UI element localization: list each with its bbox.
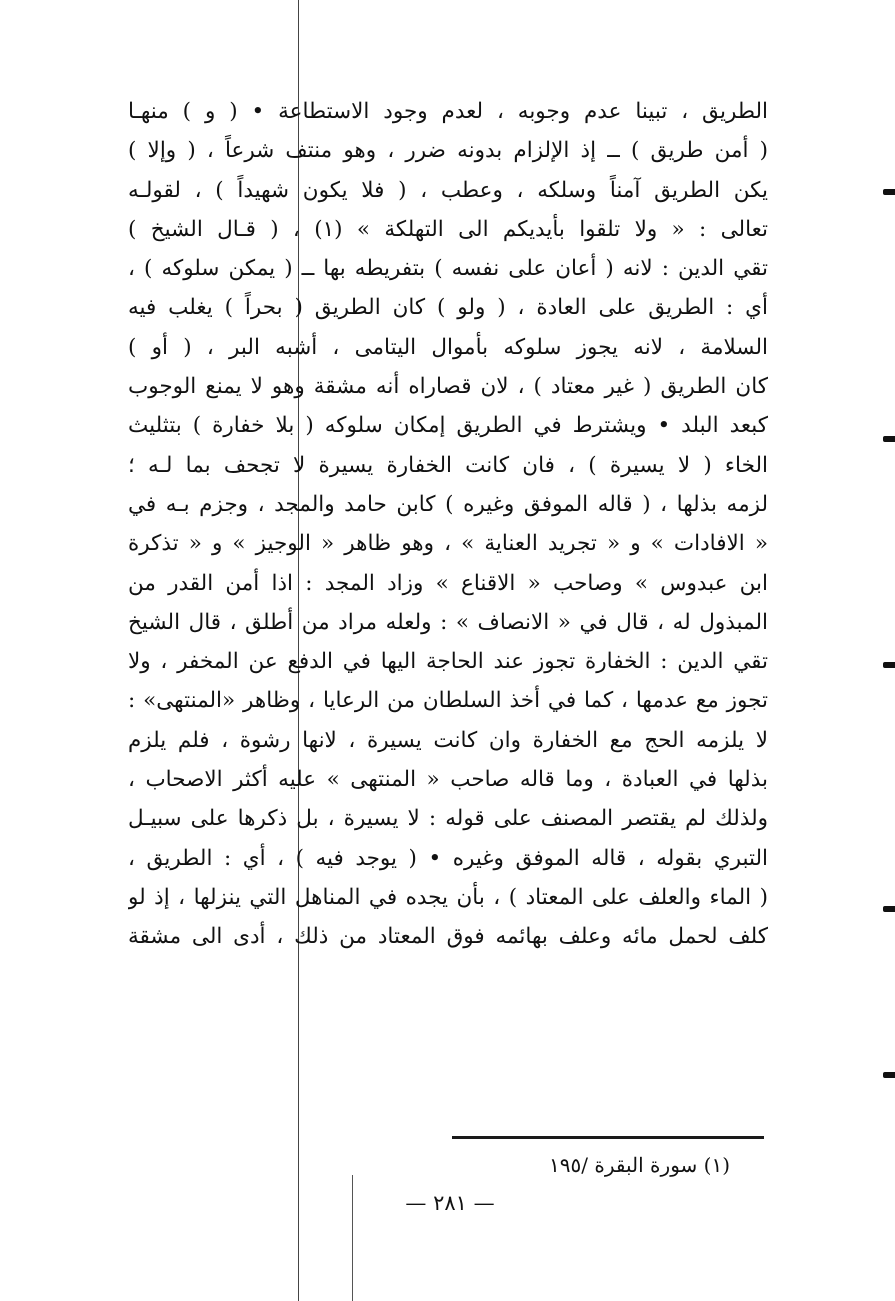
text-line: « الافادات » و « تجريد العناية » ، وهو ظاهر « الوجيز » و « تذكرة [128,531,768,557]
edge-mark [883,662,895,668]
body-text [128,92,768,957]
text-line: تعالى : « ولا تلقوا بأيديكم الى التهلكة » (١) ، ( قـال الشيخ ) [128,216,768,242]
text-line: ( الماء والعلف على المعتاد ) ، بأن يجده في المناهل التي ينزلها ، إذ لو [128,884,768,910]
edge-mark [883,906,895,912]
page-number: — ٢٨١ — [405,1191,495,1215]
text-line: الخاء ( لا يسيرة ) ، فان كانت الخفارة يسيرة لا تجحف بما لـه ؛ [128,452,768,478]
edge-mark [883,189,895,195]
text-line: بذلها في العبادة ، وما قاله صاحب « المنتهى » عليه أكثر الاصحاب ، [128,767,768,793]
text-line: ابن عبدوس » وصاحب « الاقناع » وزاد المجد : اذا أمن القدر من [128,570,768,596]
text-line: تجوز مع عدمها ، كما في أخذ السلطان من الرعايا ، وظاهر «المنتهى» : [128,688,768,714]
scan-artifact-lower-line [352,1175,353,1301]
text-line: تقي الدين : الخفارة تجوز عند الحاجة اليها في الدفع عن المخفر ، ولا [128,649,768,675]
text-line: تقي الدين : لانه ( أعان على نفسه ) بتفريطه بها ــ ( يمكن سلوكه ) ، [128,256,768,282]
text-line: التبري بقوله ، قاله الموفق وغيره • ( يوجد فيه ) ، أي : الطريق ، [128,845,768,871]
edge-mark [883,436,895,442]
text-line: ولذلك لم يقتصر المصنف على قوله : لا يسيرة ، بل ذكرها على سبيـل [128,806,768,832]
text-line: ( أمن طريق ) ــ إذ الإلزام بدونه ضرر ، وهو منتف شرعاً ، ( وإلا ) [128,138,768,164]
text-line: السلامة ، لانه يجوز سلوكه بأموال اليتامى ، أشبه البر ، ( أو ) [128,334,768,360]
text-line: الطريق ، تبينا عدم وجوبه ، لعدم وجود الاستطاعة • ( و ) منهـا [128,99,768,124]
text-line: المبذول له ، قال في « الانصاف » : ولعله مراد من أطلق ، قال الشيخ [128,609,768,635]
text-line: أي : الطريق على العادة ، ( ولو ) كان الطريق ( بحراً ) يغلب فيه [128,295,768,321]
text-line: كان الطريق ( غير معتاد ) ، لان قصاراه أنه مشقة وهو لا يمنع الوجوب [128,374,768,400]
text-line: يكن الطريق آمناً وسلكه ، وعطب ، ( فلا يكون شهيداً ) ، لقولـه [128,177,768,203]
text-line: لا يلزمه الحج مع الخفارة وان كانت يسيرة ، لانها رشوة ، فلم يلزم [128,727,768,753]
footnote: (١) سورة البقرة /١٩٥ [549,1153,730,1177]
edge-mark [883,1072,895,1078]
text-line: كبعد البلد • ويشترط في الطريق إمكان سلوكه ( بلا خفارة ) بتثليث [128,413,768,439]
footnote-divider [452,1136,764,1139]
text-line: كلف لحمل مائه وعلف بهائمه فوق المعتاد من ذلك ، أدى الى مشقة [128,924,768,950]
text-line: لزمه بذلها ، ( قاله الموفق وغيره ) كابن حامد والمجد ، وجزم بـه في [128,491,768,517]
